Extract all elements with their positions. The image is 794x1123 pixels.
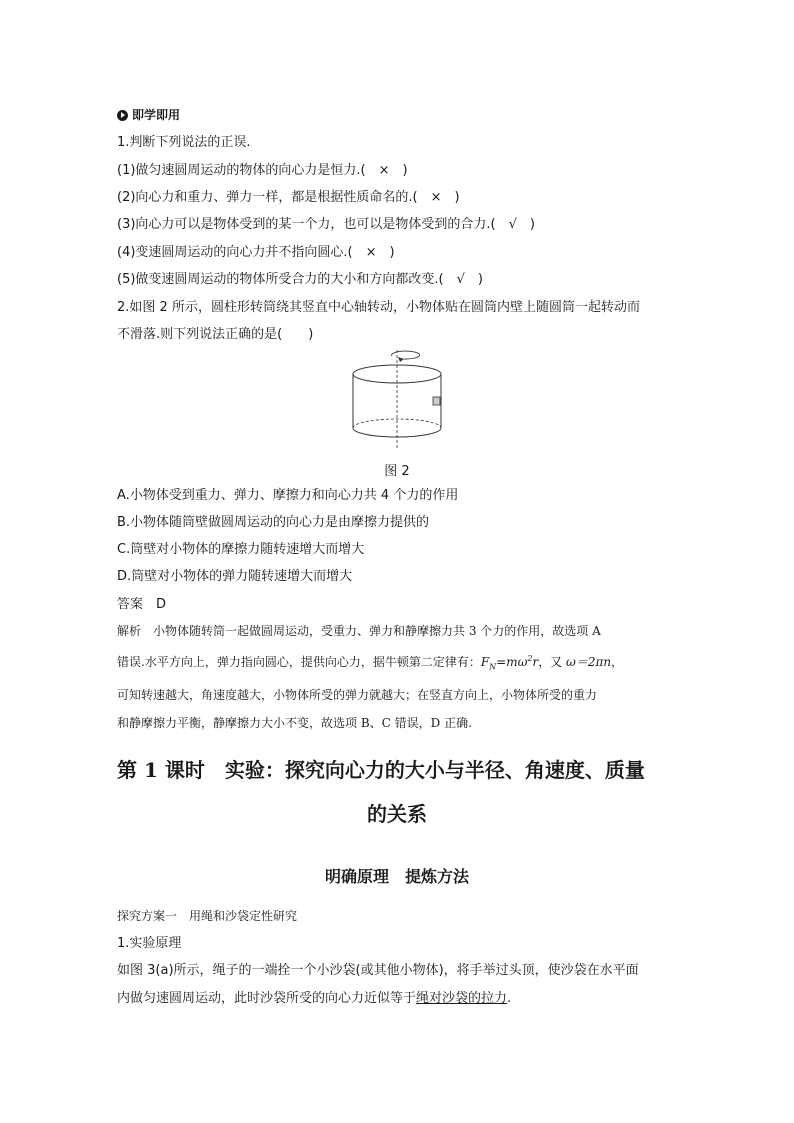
lesson-title — [117, 750, 677, 834]
option-c: C.筒壁对小物体的摩擦力随转速增大而增大 — [117, 542, 365, 557]
answer: 答案 D — [117, 597, 167, 612]
paragraph-text: 内做匀速圆周运动，此时沙袋所受的向心力近似等于 — [117, 991, 417, 1006]
cylinder-figure — [340, 346, 450, 452]
analysis-line-1: 解析 小物体随转筒一起做圆周运动，受重力、弹力和静摩擦力共 3 个力的作用，故选项 A — [117, 624, 601, 638]
formula-f: F — [480, 655, 490, 669]
plan-1-subtitle: 1.实验原理 — [117, 936, 182, 951]
section-heading — [117, 106, 180, 124]
formula-subscript: N — [489, 662, 497, 672]
question-2-stem-line-2: 不滑落.则下列说法正确的是( ) — [117, 327, 314, 342]
option-a: A.小物体受到重力、弹力、摩擦力和向心力共 4 个力的作用 — [117, 488, 459, 503]
question-2-stem-line-1: 2.如图 2 所示，圆柱形转筒绕其竖直中心轴转动，小物体贴在圆筒内壁上随圆筒一起转动而 — [117, 300, 640, 315]
plan-1-paragraph-line-1: 如图 3(a)所示，绳子的一端拴一个小沙袋(或其他小物体)，将手举过头顶，使沙袋在水平面 — [117, 963, 639, 978]
question-1-item-3: (3)向心力可以是物体受到的某一个力，也可以是物体受到的合力.( √ ) — [117, 217, 535, 232]
option-d: D.筒壁对小物体的弹力随转速增大而增大 — [117, 569, 353, 584]
paragraph-period: . — [507, 991, 512, 1006]
rotation-arrow-head — [398, 357, 404, 362]
formula-r: r — [532, 655, 539, 669]
figure-caption: 图 2 — [384, 464, 410, 479]
formula-superscript: 2 — [527, 654, 533, 663]
lesson-title-line-2: 的关系 — [367, 802, 427, 826]
question-1-stem: 1.判断下列说法的正误. — [117, 135, 251, 150]
analysis-line-2-text: 错误.水平方向上，弹力指向圆心，提供向心力，据牛顿第二定律有： — [117, 655, 481, 669]
question-1-item-2: (2)向心力和重力、弹力一样，都是根据性质命名的.( × ) — [117, 190, 460, 205]
play-circle-icon — [117, 110, 128, 121]
small-object — [433, 397, 440, 405]
option-b: B.小物体随筒壁做圆周运动的向心力是由摩擦力提供的 — [117, 515, 430, 530]
rotation-arrow — [392, 351, 420, 359]
underlined-answer: 绳对沙袋的拉力 — [416, 991, 508, 1006]
analysis-line-2-end: ， — [611, 655, 624, 669]
question-1-item-5: (5)做变速圆周运动的物体所受合力的大小和方向都改变.( √ ) — [117, 272, 483, 287]
analysis-line-2-mid: ，又 — [538, 655, 567, 669]
analysis-line-3: 可知转速越大，角速度越大，小物体所受的弹力就越大；在竖直方向上，小物体所受的重力 — [117, 688, 598, 703]
principle-heading: 明确原理 提炼方法 — [324, 867, 469, 886]
formula-mid: =mω — [496, 655, 528, 669]
analysis-line-2 — [117, 645, 677, 681]
plan-1-title: 探究方案一 用绳和沙袋定性研究 — [117, 909, 298, 923]
lesson-title-line-1: 第 1 课时 实验：探究向心力的大小与半径、角速度、质量 — [117, 758, 645, 782]
formula-newton — [480, 654, 539, 672]
analysis-block — [117, 617, 677, 737]
section-title: 即学即用 — [132, 108, 181, 122]
plan-1-paragraph-line-2 — [117, 990, 511, 1008]
formula-omega: ω＝2πn — [566, 655, 612, 669]
analysis-line-4: 和静摩擦力平衡，静摩擦力大小不变，故选项 B、C 错误，D 正确. — [117, 716, 472, 731]
question-1-item-4: (4)变速圆周运动的向心力并不指向圆心.( × ) — [117, 245, 395, 260]
question-1-item-1: (1)做匀速圆周运动的物体的向心力是恒力.( × ) — [117, 163, 408, 178]
